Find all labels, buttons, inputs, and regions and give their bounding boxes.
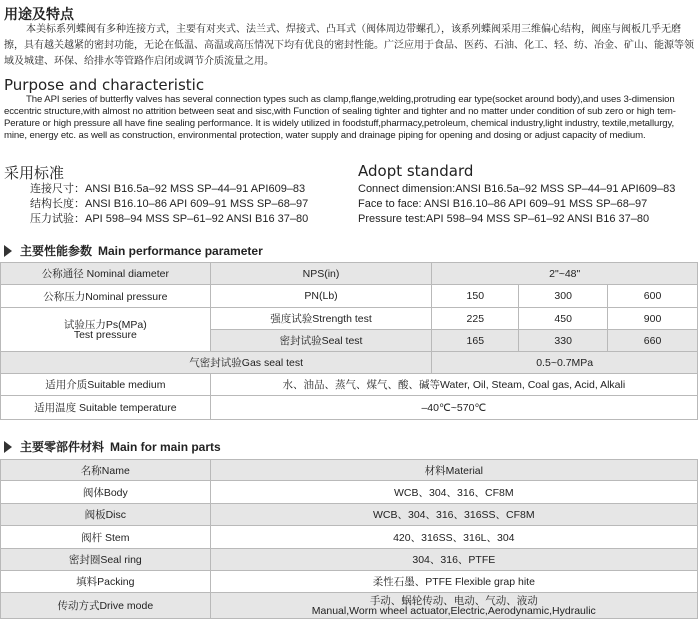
intro-paragraph-cn: 本美标系列蝶阀有多种连接方式，主要有对夹式、法兰式、焊接式、凸耳式（阀体周边带螺孔），该系列蝶阀采用三维偏心结构，阀座与阀板几乎无磨擦，具有越关越紧的密封功能，无论在低温、高温或高压情况下均有优良的密封性能。广泛应用于食品、医药、石油、化工、轻、纺、冶金、矿山、能源等领域及城建、环保、给排水等管路作启闭或调节介质流量之用。 xyxy=(4,24,694,67)
part-material: 304、316、PTFE xyxy=(210,549,697,571)
part-material: WCB、304、316、316SS、CF8M xyxy=(210,504,697,526)
strength-test-value: 900 xyxy=(608,308,698,330)
suitable-medium-value: 水、油品、蒸气、煤气、酸、碱等Water, Oil, Steam, Coal gas, Acid, Alkali xyxy=(210,374,697,396)
test-pressure-label-en: Test pressure xyxy=(73,328,137,341)
standard-cn-line: 压力试验：API 598–94 MSS SP–61–92 ANSI B16 37–80 xyxy=(30,213,309,225)
parts-title-en: Main for main parts xyxy=(110,439,221,454)
part-name: 阀体Body xyxy=(1,481,211,504)
perf-title-cn: 主要性能参数 xyxy=(20,244,93,258)
triangle-bullet-icon xyxy=(4,245,12,257)
suitable-medium-label: 适用介质Suitable medium xyxy=(1,374,211,396)
standard-en-line: Face to face: ANSI B16.10–86 API 609–91 MSS SP–68–97 xyxy=(358,198,648,210)
intro-paragraph-en: The API series of butterfly valves has several connection types such as clamp,flange,welding,protruding ear type(socket around body),and uses 3-dimension eccentric structure,with almost no attrition between seat and sisc,with Function of sealing tighter and tighter and no matter under condition of sub zero or high tem-Perature or high pressure all have fine sealing performance. It is widely utilized in foodstuff,pharmacy,petroleum, chemical industry,light industry, textile,metallurgy, mine, energy etc. as well as construction, environmental protection, water supply and drainage piping for opening and dosing or adjust capacity of medium. xyxy=(4,94,676,141)
part-name: 密封圈Seal ring xyxy=(1,549,211,571)
test-pressure-label-cn: 试验压力Ps(MPa) xyxy=(63,318,147,331)
part-material: 420、316SS、316L、304 xyxy=(210,526,697,549)
standard-title-cn: 采用标准 xyxy=(4,164,65,182)
parts-title-cn: 主要零部件材料 xyxy=(20,440,105,454)
part-name: 传动方式Drive mode xyxy=(1,593,211,619)
test-pressure-label xyxy=(1,308,211,352)
standard-cn-list xyxy=(30,182,308,227)
standard-cn-line: 连接尺寸：ANSI B16.5a–92 MSS SP–44–91 API609–83 xyxy=(30,183,306,195)
nominal-pressure-value: 600 xyxy=(608,285,698,308)
strength-test-value: 225 xyxy=(432,308,519,330)
nominal-diameter-label: 公称通径 Nominal diameter xyxy=(1,263,211,285)
suitable-temperature-label: 适用温度 Suitable temperature xyxy=(1,396,211,420)
nominal-pressure-value: 300 xyxy=(519,285,608,308)
suitable-temperature-value: –40℃~570℃ xyxy=(210,396,697,420)
nominal-pressure-value: 150 xyxy=(432,285,519,308)
standard-en-line: Pressure test:API 598–94 MSS SP–61–92 ANSI B16 37–80 xyxy=(358,213,650,225)
strength-test-label: 强度试验Strength test xyxy=(210,308,432,330)
seal-test-value: 165 xyxy=(432,330,519,352)
nominal-pressure-label: 公称压力Nominal pressure xyxy=(1,285,211,308)
part-material: 柔性石墨、PTFE Flexible grap hite xyxy=(210,571,697,593)
perf-section-heading xyxy=(4,242,263,259)
standard-en-line: Connect dimension:ANSI B16.5a–92 MSS SP–44–91 API609–83 xyxy=(358,183,676,195)
seal-test-value: 660 xyxy=(608,330,698,352)
intro-title-en: Purpose and characteristic xyxy=(4,76,205,94)
nominal-diameter-unit: NPS(in) xyxy=(210,263,432,285)
nominal-pressure-unit: PN(Lb) xyxy=(210,285,432,308)
intro-title-cn: 用途及特点 xyxy=(4,7,74,23)
gas-seal-test-label: 气密封试验Gas seal test xyxy=(1,352,432,374)
parts-section-heading xyxy=(4,438,221,455)
standard-cn-line: 结构长度：ANSI B16.10–86 API 609–91 MSS SP–68–97 xyxy=(30,198,309,210)
performance-table xyxy=(0,262,698,420)
triangle-bullet-icon xyxy=(4,441,12,453)
part-name: 阀杆 Stem xyxy=(1,526,211,549)
strength-test-value: 450 xyxy=(519,308,608,330)
drive-material-cn: 手动、蜗轮传动、电动、气动、液动 xyxy=(369,594,538,607)
drive-material-en: Manual,Worm wheel actuator,Electric,Aerodynamic,Hydraulic xyxy=(311,604,596,617)
parts-header-material: 材料Material xyxy=(210,460,697,481)
nominal-diameter-value: 2"~48" xyxy=(432,263,698,285)
part-name: 阀板Disc xyxy=(1,504,211,526)
parts-header-name: 名称Name xyxy=(1,460,211,481)
part-name: 填料Packing xyxy=(1,571,211,593)
seal-test-label: 密封试验Seal test xyxy=(210,330,432,352)
parts-table xyxy=(0,459,698,619)
seal-test-value: 330 xyxy=(519,330,608,352)
gas-seal-test-value: 0.5~0.7MPa xyxy=(432,352,698,374)
part-material xyxy=(210,593,697,619)
perf-title-en: Main performance parameter xyxy=(98,243,263,258)
standard-en-list xyxy=(358,182,675,227)
part-material: WCB、304、316、CF8M xyxy=(210,481,697,504)
standard-title-en: Adopt standard xyxy=(358,162,474,180)
